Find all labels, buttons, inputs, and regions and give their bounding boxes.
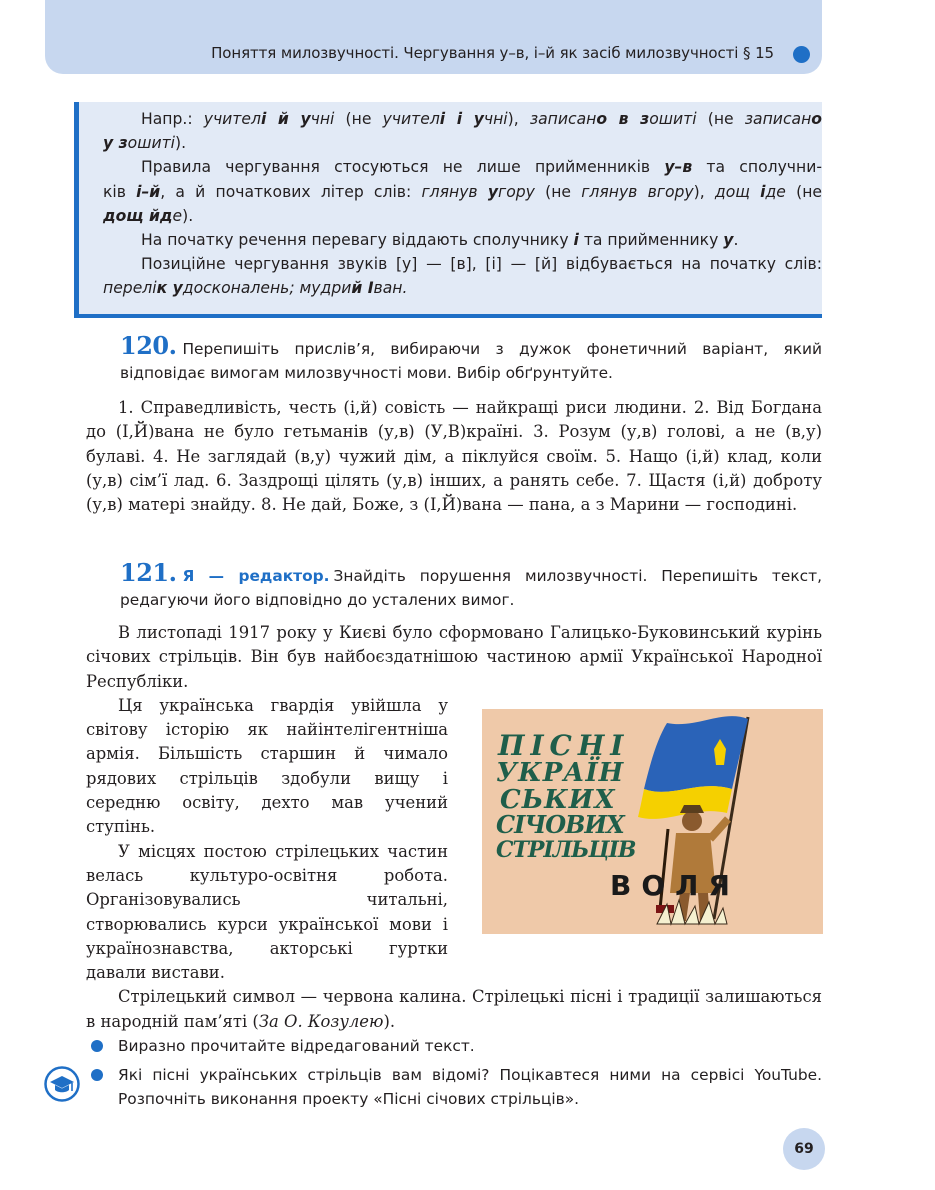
exercise-instruction: Знайдіть порушення милозвучності. Перепишіть текст, редагуючи його відповідно до усталених вимог. xyxy=(120,567,822,609)
rule-paragraph-2-line-2: ків і–й, а й початкових літер слів: глянув угору (не глянув вгору), дощ іде (не xyxy=(103,182,822,201)
rule-paragraph-2-line-3: дощ йде). xyxy=(103,206,194,225)
exercise-121-para-2-3 xyxy=(86,694,448,986)
rule-example-line-2: у зошиті). xyxy=(103,134,187,153)
exercise-120 xyxy=(86,331,822,517)
task-item xyxy=(86,1034,822,1059)
page-number: 69 xyxy=(783,1128,825,1170)
cover-title-line-3: СЬКИХ xyxy=(500,785,616,815)
rule-paragraph-4: Позиційне чергування звуків [у] — [в], [і] — [й] відбувається на початку слів: xyxy=(141,255,822,274)
cover-title-line-4: СІЧОВИХ xyxy=(496,810,624,839)
header-dot-icon xyxy=(793,46,810,63)
exercise-number: 120. xyxy=(120,331,177,360)
cover-bottom-word: ВОЛЯ xyxy=(610,869,740,902)
cover-title-line-5: СТРІЛЬЦІВ xyxy=(496,837,636,863)
page-header xyxy=(45,0,822,74)
task-list xyxy=(86,1034,822,1112)
songbook-cover-svg xyxy=(482,709,823,934)
paragraph: У місцях постою стрілецьких частин велась культуро-освітня робота. Організовувались читальні, створювались курси української мови і українознавства, акторські гуртки давали вистави. xyxy=(86,841,448,983)
task-text: Які пісні українських стрільців вам відомі? Поцікавтеся ними на сервісі YouTube. Розпочніть виконання проекту «Пісні січових стрільців». xyxy=(118,1065,822,1108)
paragraph: Ця українська гвардія увійшла у світову історію як найінтелігентніша армія. Більшість старшин й чимало рядових стрільців здобули вищу і середню освіту, дехто мав учений ступінь. xyxy=(86,695,448,837)
rule-paragraph-3: На початку речення перевагу віддають сполучнику і та прийменнику у. xyxy=(141,231,739,250)
exercise-120-text xyxy=(86,396,822,517)
exercise-121-heading xyxy=(86,558,822,612)
paragraph: Стрілецький символ — червона калина. Стрілецькі пісні і традиції залишаються в народній пам’яті (За О. Козулею). xyxy=(86,987,822,1031)
rule-paragraph-2: Правила чергування стосуються не лише прийменників у–в та сполучни- xyxy=(141,158,822,177)
songbook-cover-illustration xyxy=(482,709,823,934)
exercise-tag: Я — редактор. xyxy=(182,567,330,585)
task-text: Виразно прочитайте відредагований текст. xyxy=(118,1037,475,1055)
exercise-121-para-4 xyxy=(86,985,822,1034)
rule-paragraph-4-line-2: перелік удосконалень; мудрий Іван. xyxy=(103,279,408,298)
cover-title-line-1: ПІСНІ xyxy=(498,729,630,762)
proverbs-text: 1. Справедливість, честь (і,й) совість — найкращі риси людини. 2. Від Богдана до (І,Й)вана не було гетьманів (у,в) (У,В)країні. 3. Розум (у,в) голові, а не (в,у) булаві. 4. Не заглядай (в,у) чужий дім, а піклуйся своїм. 5. Нащо (і,й) клад, коли (у,в) сім’ї лад. 6. Заздрощі цілять (у,в) інших, а ранять себе. 7. Щастя (і,й) доброту (у,в) матері знайду. 8. Не дай, Боже, з (І,Й)вана — пана, а з Марини — господині. xyxy=(86,398,822,515)
bullet-icon xyxy=(91,1040,103,1052)
graduation-cap-icon xyxy=(44,1066,80,1102)
rule-box xyxy=(74,102,822,318)
exercise-number: 121. xyxy=(120,558,177,587)
bullet-icon xyxy=(91,1069,103,1081)
paragraph: В листопаді 1917 року у Києві було сформовано Галицько-Буковинський курінь січових стрільців. Він був найбоєздатнішою частиною армії Української Народної Республіки. xyxy=(86,623,822,691)
task-item xyxy=(86,1063,822,1112)
rule-example-line: Напр.: учителі й учні (не учителі і учні), записано в зошиті (не записано xyxy=(141,110,822,128)
cover-title-line-2: УКРАЇН xyxy=(496,758,625,788)
exercise-121-para-1 xyxy=(86,621,822,694)
exercise-120-heading xyxy=(86,331,822,385)
running-title: Поняття милозвучності. Чергування у–в, і–й як засіб милозвучності § 15 xyxy=(211,44,774,62)
exercise-instruction: Перепишіть прислів’я, вибираючи з дужок фонетичний варіант, який відповідає вимогам милозвучності мови. Вибір обґрунтуйте. xyxy=(120,340,822,382)
